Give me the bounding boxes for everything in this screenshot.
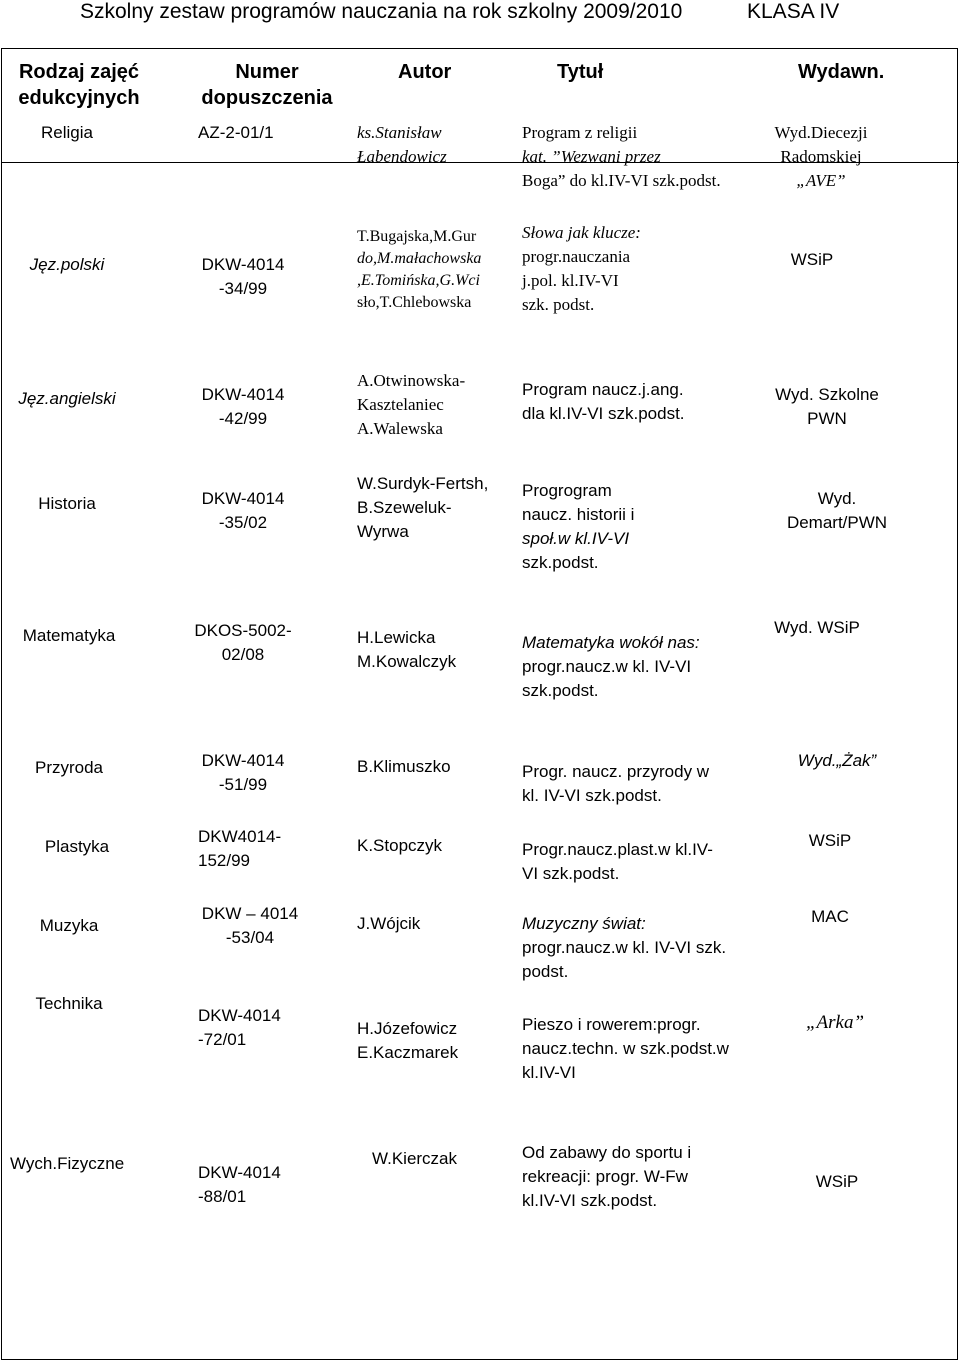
row-matematyka-number: DKOS-5002- 02/08 <box>194 621 292 664</box>
header-publisher: Wydawn. <box>798 61 885 83</box>
row-angielski-publisher: Wyd. Szkolne PWN <box>775 385 879 428</box>
row-muzyka-publisher: MAC <box>811 907 849 926</box>
row-wf-number: DKW-4014 -88/01 <box>198 1163 281 1206</box>
row-przyroda-title: Progr. naucz. przyrody w kl. IV-VI szk.podst. <box>522 762 710 805</box>
row-religia-author: ks.Stanisław Łabendowicz <box>357 123 447 166</box>
row-muzyka-number: DKW – 4014 -53/04 <box>201 904 299 947</box>
row-przyroda-number: DKW-4014 -51/99 <box>201 751 285 794</box>
row-polski-publisher: WSiP <box>790 250 834 269</box>
row-matematyka-publisher: Wyd. WSiP <box>774 618 860 637</box>
row-plastyka-subject: Plastyka <box>44 837 110 856</box>
row-polski-number: DKW-4014 -34/99 <box>201 255 285 298</box>
row-przyroda-publisher: Wyd.„Żak” <box>797 751 877 770</box>
row-historia-subject: Historia <box>38 494 96 513</box>
row-angielski-title: Program naucz.j.ang. dla kl.IV-VI szk.podst. <box>522 380 685 423</box>
header-author: Autor <box>398 61 452 83</box>
row-polski-subject: Jęz.polski <box>29 255 105 274</box>
row-technika-subject: Technika <box>35 994 103 1013</box>
row-angielski-number: DKW-4014 -42/99 <box>201 385 285 428</box>
curriculum-table <box>1 48 958 1360</box>
row-plastyka-title: Progr.naucz.plast.w kl.IV- VI szk.podst. <box>522 840 713 883</box>
row-matematyka-subject: Matematyka <box>22 626 116 645</box>
row-matematyka-title: Matematyka wokół nas: progr.naucz.w kl. IV-VI szk.podst. <box>522 633 700 700</box>
header-subject: Rodzaj zajęć edukcyjnych <box>18 61 140 109</box>
row-plastyka-number: DKW4014- 152/99 <box>198 827 282 870</box>
row-historia-publisher: Wyd. Demart/PWN <box>786 489 888 532</box>
row-historia-author: W.Surdyk-Fertsh, B.Szeweluk- Wyrwa <box>357 474 489 541</box>
header-number: Numer dopuszczenia <box>201 61 333 109</box>
row-polski-author: T.Bugajska,M.Gur do,M.małachowska ,E.Tomińska,G.Wci sło,T.Chlebowska <box>357 228 482 311</box>
row-technika-author: H.Józefowicz E.Kaczmarek <box>357 1019 459 1062</box>
row-przyroda-subject: Przyroda <box>34 758 104 777</box>
row-religia-number: AZ-2-01/1 <box>198 123 274 142</box>
row-religia-subject: Religia <box>41 123 93 142</box>
row-matematyka-author: H.Lewicka M.Kowalczyk <box>357 628 457 671</box>
row-plastyka-publisher: WSiP <box>808 831 852 850</box>
row-wf-subject: Wych.Fizyczne <box>10 1154 125 1173</box>
row-angielski-subject: Jęz.angielski <box>18 389 116 408</box>
header-title: Tytuł <box>557 61 604 83</box>
row-historia-title: Progrogram naucz. historii i społ.w kl.IV-VI szk.podst. <box>522 481 635 572</box>
row-muzyka-author: J.Wójcik <box>357 914 421 933</box>
page-title <box>0 0 960 34</box>
row-muzyka-subject: Muzyka <box>39 916 99 935</box>
row-angielski-author: A.Otwinowska- Kasztelaniec A.Walewska <box>357 371 466 438</box>
row-wf-title: Od zabawy do sportu i rekreacji: progr. W-Fw kl.IV-VI szk.podst. <box>522 1143 692 1210</box>
row-wf-author: W.Kierczak <box>372 1149 458 1168</box>
row-technika-publisher: „Arka” <box>805 1012 865 1033</box>
row-plastyka-author: K.Stopczyk <box>357 836 443 855</box>
document-title: Szkolny zestaw programów nauczania na rok szkolny 2009/2010 <box>80 0 683 23</box>
row-historia-number: DKW-4014 -35/02 <box>201 489 285 532</box>
row-technika-title: Pieszo i rowerem:progr. naucz.techn. w szk.podst.w kl.IV-VI <box>522 1015 729 1082</box>
row-muzyka-title: Muzyczny świat: progr.naucz.w kl. IV-VI szk. podst. <box>522 914 727 981</box>
row-polski-title: Słowa jak klucze: progr.nauczania j.pol. kl.IV-VI szk. podst. <box>522 223 641 314</box>
row-religia-publisher: Wyd.Diecezji Radomskiej „AVE” <box>774 123 868 190</box>
row-religia-title: Program z religii kat. ”Wezwani przez Boga” do kl.IV-VI szk.podst. <box>522 123 721 190</box>
class-label: KLASA IV <box>747 0 840 23</box>
row-technika-number: DKW-4014 -72/01 <box>198 1006 281 1049</box>
row-przyroda-author: B.Klimuszko <box>357 757 451 776</box>
row-wf-publisher: WSiP <box>815 1172 859 1191</box>
